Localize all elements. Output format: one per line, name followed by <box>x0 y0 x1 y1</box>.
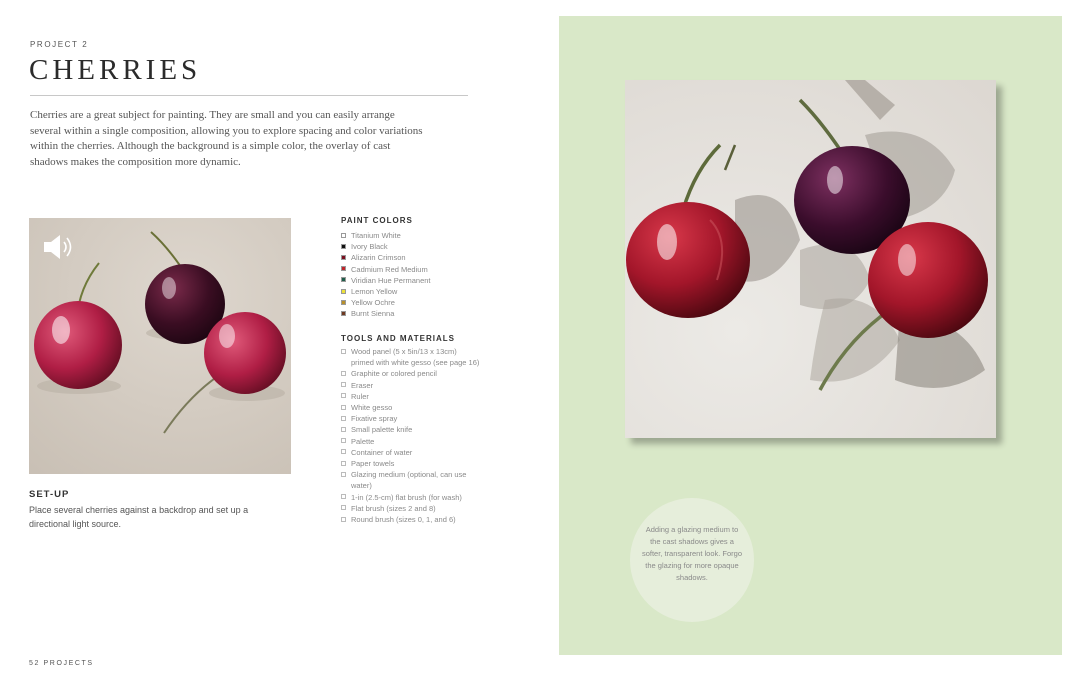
tool-item <box>341 380 481 391</box>
color-swatch <box>341 311 346 316</box>
color-swatch <box>341 300 346 305</box>
tool-label: White gesso <box>351 403 393 413</box>
checkbox-icon <box>341 438 346 443</box>
speaker-icon[interactable] <box>41 232 77 262</box>
title-divider <box>30 95 468 96</box>
left-page <box>0 0 540 675</box>
paint-color-label: Lemon Yellow <box>351 287 398 297</box>
color-swatch <box>341 233 346 238</box>
checkbox-icon <box>341 494 346 499</box>
tool-label: 1-in (2.5-cm) flat brush (for wash) <box>351 492 462 502</box>
paint-color-item <box>341 297 481 308</box>
paint-color-label: Alizarin Crimson <box>351 253 406 263</box>
color-swatch <box>341 255 346 260</box>
tool-item <box>341 436 481 447</box>
page-footer: 52 PROJECTS <box>29 660 94 667</box>
paint-color-item <box>341 286 481 297</box>
paint-color-label: Yellow Ochre <box>351 298 395 308</box>
tool-item <box>341 424 481 435</box>
caption-bubble <box>630 498 754 622</box>
paint-color-label: Cadmium Red Medium <box>351 264 428 274</box>
tool-label: Palette <box>351 436 375 446</box>
intro-paragraph: Cherries are a great subject for painting. They are small and you can easily arrange several within a single composition, allowing you to explore spacing and color variations within the cherries. Although the background is a simple color, the overlay of cast shadows makes the composition more dynamic. <box>30 109 423 168</box>
checkbox-icon <box>341 449 346 454</box>
tool-item <box>341 413 481 424</box>
page-title: CHERRIES <box>29 54 202 86</box>
checkbox-icon <box>341 517 346 522</box>
checkbox-icon <box>341 416 346 421</box>
color-swatch <box>341 244 346 249</box>
checkbox-icon <box>341 427 346 432</box>
tool-item <box>341 402 481 413</box>
tool-label: Small palette knife <box>351 425 413 435</box>
tool-label: Container of water <box>351 447 413 457</box>
paint-color-item <box>341 241 481 252</box>
painting-image <box>625 80 996 438</box>
checkbox-icon <box>341 505 346 510</box>
tool-item <box>341 346 481 368</box>
setup-text: Place several cherries against a backdrop and set up a directional light source. <box>29 505 249 529</box>
tool-item <box>341 447 481 458</box>
tool-item <box>341 469 481 491</box>
tools-heading: TOOLS AND MATERIALS <box>341 334 455 343</box>
tool-label: Graphite or colored pencil <box>351 369 437 379</box>
checkbox-icon <box>341 472 346 477</box>
reference-photo <box>29 218 291 474</box>
tool-label: Glazing medium (optional, can use water) <box>351 470 467 491</box>
checkbox-icon <box>341 382 346 387</box>
right-page <box>559 16 1062 655</box>
checkbox-icon <box>341 393 346 398</box>
paint-color-item <box>341 275 481 286</box>
tool-label: Wood panel (5 x 5in/13 x 13cm) primed with white gesso (see page 16) <box>351 347 480 368</box>
paint-color-item <box>341 230 481 241</box>
paint-color-label: Viridian Hue Permanent <box>351 275 431 285</box>
color-swatch <box>341 289 346 294</box>
paint-color-label: Titanium White <box>351 231 401 240</box>
tool-label: Paper towels <box>351 459 395 469</box>
paint-color-label: Ivory Black <box>351 242 388 252</box>
checkbox-icon <box>341 405 346 410</box>
cherries-painting <box>625 80 996 438</box>
project-label: PROJECT 2 <box>30 40 89 49</box>
tool-label: Eraser <box>351 380 374 390</box>
paint-colors-list <box>341 230 481 320</box>
tools-list <box>341 346 481 525</box>
paint-color-item <box>341 252 481 263</box>
tool-item <box>341 458 481 469</box>
checkbox-icon <box>341 349 346 354</box>
caption-text: Adding a glazing medium to the cast shadows gives a softer, transparent look. Forgo the glazing for more opaque shadows. <box>641 525 743 582</box>
tool-item <box>341 503 481 514</box>
checkbox-icon <box>341 461 346 466</box>
setup-heading: SET-UP <box>29 489 70 500</box>
checkbox-icon <box>341 371 346 376</box>
color-swatch <box>341 266 346 271</box>
paint-color-item <box>341 308 481 319</box>
tool-item <box>341 368 481 379</box>
tool-label: Fixative spray <box>351 414 398 424</box>
tool-item <box>341 391 481 402</box>
tool-item <box>341 514 481 525</box>
tool-label: Ruler <box>351 391 369 401</box>
tool-item <box>341 492 481 503</box>
paint-colors-heading: PAINT COLORS <box>341 216 413 225</box>
tool-label: Round brush (sizes 0, 1, and 6) <box>351 515 456 525</box>
paint-color-label: Burnt Sienna <box>351 309 395 319</box>
color-swatch <box>341 277 346 282</box>
paint-color-item <box>341 264 481 275</box>
tool-label: Flat brush (sizes 2 and 8) <box>351 503 436 513</box>
